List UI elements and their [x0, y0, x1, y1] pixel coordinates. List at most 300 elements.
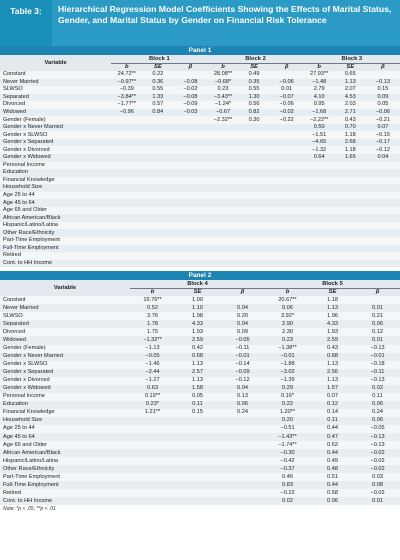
coefficient-cell: [173, 124, 207, 132]
coefficient-cell: −0.22: [270, 116, 304, 124]
coefficient-cell: [335, 252, 366, 260]
coefficient-cell: [175, 465, 220, 473]
coefficient-cell: 4.10: [304, 94, 335, 102]
coefficient-cell: 19.76**: [130, 296, 175, 304]
coefficient-cell: [111, 116, 142, 124]
column-header: β: [173, 63, 207, 71]
panel-1-label: Panel 1: [0, 46, 400, 55]
coefficient-cell: −0.05: [355, 425, 400, 433]
coefficient-cell: [270, 146, 304, 154]
coefficient-cell: [111, 169, 142, 177]
coefficient-cell: [207, 139, 238, 147]
variable-name: Age 65 and Older: [0, 441, 130, 449]
variable-name: Gender x Separated: [0, 369, 130, 377]
coefficient-cell: [111, 162, 142, 170]
table-row: [0, 162, 400, 170]
coefficient-cell: [270, 199, 304, 207]
block-header: Block 3: [304, 55, 400, 63]
coefficient-cell: [207, 124, 238, 132]
block-header: Block 4: [130, 280, 265, 288]
coefficient-cell: [111, 124, 142, 132]
coefficient-cell: 0.08: [355, 481, 400, 489]
variable-name: Personal Income: [0, 393, 130, 401]
coefficient-cell: −2.32**: [207, 116, 238, 124]
coefficient-cell: 0.48: [310, 465, 355, 473]
coefficient-cell: −1.88: [265, 361, 310, 369]
coefficient-cell: −0.12: [220, 377, 265, 385]
coefficient-cell: 0.15: [175, 409, 220, 417]
coefficient-cell: [270, 252, 304, 260]
column-header: b: [265, 288, 310, 296]
coefficient-cell: −2.44: [130, 369, 175, 377]
coefficient-cell: 0.24: [220, 409, 265, 417]
coefficient-cell: −1.32**: [130, 336, 175, 344]
table-row: [0, 320, 400, 328]
coefficient-cell: 0.04: [220, 304, 265, 312]
coefficient-cell: 1.75: [130, 328, 175, 336]
coefficient-cell: [142, 222, 173, 230]
coefficient-cell: 4.33: [310, 320, 355, 328]
coefficient-cell: 1.58: [175, 385, 220, 393]
coefficient-cell: 0.70: [335, 124, 366, 132]
table-row: [0, 304, 400, 312]
coefficient-cell: [355, 296, 400, 304]
coefficient-cell: 0.35: [239, 79, 270, 87]
coefficient-cell: [335, 199, 366, 207]
coefficient-cell: −0.13: [355, 441, 400, 449]
coefficient-cell: [130, 433, 175, 441]
coefficient-cell: 0.13: [220, 393, 265, 401]
coefficient-cell: [270, 124, 304, 132]
coefficient-cell: 0.21: [355, 312, 400, 320]
coefficient-cell: 0.15: [366, 86, 400, 94]
coefficient-cell: 1.78: [130, 320, 175, 328]
coefficient-cell: −0.02: [173, 86, 207, 94]
coefficient-cell: −0.37: [265, 465, 310, 473]
coefficient-cell: [304, 214, 335, 222]
variable-name: Gender x SLWSO: [0, 361, 130, 369]
coefficient-cell: 20.67**: [265, 296, 310, 304]
coefficient-cell: 0.24: [355, 409, 400, 417]
coefficient-cell: [142, 177, 173, 185]
coefficient-cell: 0.19**: [130, 393, 175, 401]
coefficient-cell: 0.49: [310, 457, 355, 465]
variable-name: Full-Time Employment: [0, 481, 130, 489]
coefficient-cell: 1.93: [310, 328, 355, 336]
coefficient-cell: 0.84: [142, 109, 173, 117]
coefficient-cell: 3.92*: [265, 312, 310, 320]
coefficient-cell: 24.72**: [111, 71, 142, 79]
coefficient-cell: [220, 433, 265, 441]
table-row: [0, 328, 400, 336]
table-row: [0, 409, 400, 417]
coefficient-cell: −0.97**: [111, 79, 142, 87]
table-row: [0, 296, 400, 304]
coefficient-cell: [270, 237, 304, 245]
coefficient-cell: −0.13: [366, 79, 400, 87]
coefficient-cell: 0.22: [142, 71, 173, 79]
variable-name: Hispanic/Latino/Latina: [0, 222, 111, 230]
coefficient-cell: −0.02: [355, 465, 400, 473]
coefficient-cell: 0.06: [310, 497, 355, 505]
coefficient-cell: 1.21**: [130, 409, 175, 417]
table-row: [0, 260, 400, 268]
variable-name: Gender x Widowed: [0, 385, 130, 393]
coefficient-cell: [366, 192, 400, 200]
coefficient-cell: [335, 169, 366, 177]
coefficient-cell: [304, 207, 335, 215]
coefficient-cell: [220, 497, 265, 505]
coefficient-cell: 0.55: [142, 86, 173, 94]
variable-name: Widowed: [0, 109, 111, 117]
coefficient-cell: [366, 245, 400, 253]
table-row: [0, 361, 400, 369]
variable-header: Variable: [0, 55, 111, 71]
coefficient-cell: [220, 489, 265, 497]
panel-1-table: [0, 55, 400, 267]
coefficient-cell: [142, 229, 173, 237]
coefficient-cell: [304, 199, 335, 207]
coefficient-cell: [175, 433, 220, 441]
coefficient-cell: [207, 177, 238, 185]
coefficient-cell: −0.17: [366, 139, 400, 147]
table-title-bar: [0, 0, 400, 46]
coefficient-cell: [304, 260, 335, 268]
coefficient-cell: −0.14: [220, 361, 265, 369]
table-row: [0, 245, 400, 253]
table-row: [0, 425, 400, 433]
coefficient-cell: −2.22**: [304, 116, 335, 124]
variable-name: Age 25 to 44: [0, 425, 130, 433]
coefficient-cell: 0.65: [335, 71, 366, 79]
column-header: β: [366, 63, 400, 71]
block-header: Block 5: [265, 280, 400, 288]
table-row: [0, 199, 400, 207]
coefficient-cell: 27.93**: [304, 71, 335, 79]
coefficient-cell: [173, 169, 207, 177]
coefficient-cell: 2.07: [335, 86, 366, 94]
coefficient-cell: [239, 192, 270, 200]
column-header: SE: [175, 288, 220, 296]
coefficient-cell: −1.51: [304, 131, 335, 139]
coefficient-cell: 0.11: [310, 417, 355, 425]
coefficient-cell: −0.51: [265, 425, 310, 433]
coefficient-cell: [142, 162, 173, 170]
coefficient-cell: 0.68: [310, 353, 355, 361]
variable-name: Age 65 and Older: [0, 207, 111, 215]
coefficient-cell: [142, 139, 173, 147]
coefficient-cell: [111, 146, 142, 154]
table-row: [0, 229, 400, 237]
coefficient-cell: 1.00: [175, 296, 220, 304]
coefficient-cell: [270, 229, 304, 237]
coefficient-cell: 1.13: [175, 377, 220, 385]
coefficient-cell: [207, 245, 238, 253]
coefficient-cell: −0.02: [355, 449, 400, 457]
column-header: SE: [310, 288, 355, 296]
variable-name: Gender (Female): [0, 345, 130, 353]
coefficient-cell: 4.33: [175, 320, 220, 328]
coefficient-cell: 0.58: [310, 489, 355, 497]
coefficient-cell: [173, 162, 207, 170]
coefficient-cell: [335, 260, 366, 268]
coefficient-cell: [175, 425, 220, 433]
coefficient-cell: −0.01: [355, 353, 400, 361]
coefficient-cell: [175, 473, 220, 481]
coefficient-cell: 4.53: [335, 94, 366, 102]
coefficient-cell: 2.03: [335, 101, 366, 109]
coefficient-cell: [142, 260, 173, 268]
coefficient-cell: −0.07: [270, 94, 304, 102]
coefficient-cell: [335, 222, 366, 230]
table-row: [0, 481, 400, 489]
coefficient-cell: 0.42: [175, 345, 220, 353]
coefficient-cell: [335, 207, 366, 215]
coefficient-cell: [142, 192, 173, 200]
coefficient-cell: [335, 192, 366, 200]
coefficient-cell: 0.82: [239, 109, 270, 117]
coefficient-cell: [173, 237, 207, 245]
coefficient-cell: 0.04: [366, 154, 400, 162]
coefficient-cell: 0.46: [265, 473, 310, 481]
variable-name: Gender x Divorced: [0, 377, 130, 385]
table-row: [0, 457, 400, 465]
coefficient-cell: [335, 184, 366, 192]
coefficient-cell: 0.11: [355, 393, 400, 401]
coefficient-cell: [130, 417, 175, 425]
coefficient-cell: 0.63: [130, 385, 175, 393]
coefficient-cell: −0.30: [265, 449, 310, 457]
coefficient-cell: [173, 116, 207, 124]
table-title: Hierarchical Regression Model Coefficients Showing the Effects of Marital Status, Gender, and Marital Status by Gender on Financial Risk Tolerance: [52, 0, 400, 46]
variable-name: Part-Time Employment: [0, 473, 130, 481]
coefficient-cell: 0.23: [207, 86, 238, 94]
coefficient-cell: [304, 192, 335, 200]
coefficient-cell: 0.23*: [130, 401, 175, 409]
coefficient-cell: 0.30: [239, 116, 270, 124]
coefficient-cell: 0.36: [142, 79, 173, 87]
column-header: b: [304, 63, 335, 71]
coefficient-cell: 2.71: [335, 109, 366, 117]
table-row: [0, 401, 400, 409]
variable-name: Age 45 to 64: [0, 433, 130, 441]
table-row: [0, 177, 400, 185]
coefficient-cell: [111, 252, 142, 260]
coefficient-cell: 0.44: [310, 449, 355, 457]
table-row: [0, 222, 400, 230]
coefficient-cell: [270, 207, 304, 215]
coefficient-cell: [175, 457, 220, 465]
table-row: [0, 433, 400, 441]
coefficient-cell: 0.50: [304, 124, 335, 132]
coefficient-cell: −3.84**: [111, 94, 142, 102]
variable-name: Divorced: [0, 101, 111, 109]
table-row: [0, 214, 400, 222]
coefficient-cell: [220, 441, 265, 449]
coefficient-cell: [239, 207, 270, 215]
coefficient-cell: 0.43: [335, 116, 366, 124]
variable-name: Cont. to HH Income: [0, 497, 130, 505]
coefficient-cell: [366, 222, 400, 230]
variable-name: Never Married: [0, 79, 111, 87]
coefficient-cell: 2.68: [335, 139, 366, 147]
coefficient-cell: [239, 146, 270, 154]
coefficient-cell: −0.21: [366, 116, 400, 124]
variable-name: Gender (Female): [0, 116, 111, 124]
coefficient-cell: −3.02: [265, 369, 310, 377]
coefficient-cell: [304, 222, 335, 230]
coefficient-cell: [366, 207, 400, 215]
coefficient-cell: −1.32: [304, 146, 335, 154]
coefficient-cell: 0.06: [220, 401, 265, 409]
coefficient-cell: [335, 237, 366, 245]
coefficient-cell: [111, 177, 142, 185]
coefficient-cell: −1.13: [130, 345, 175, 353]
coefficient-cell: [270, 71, 304, 79]
coefficient-cell: −1.38**: [265, 345, 310, 353]
coefficient-cell: [239, 237, 270, 245]
coefficient-cell: −1.77**: [111, 101, 142, 109]
coefficient-cell: 0.56: [239, 101, 270, 109]
table-row: [0, 94, 400, 102]
table-row: [0, 71, 400, 79]
coefficient-cell: [142, 146, 173, 154]
coefficient-cell: 0.11: [175, 401, 220, 409]
coefficient-cell: −0.06: [270, 101, 304, 109]
coefficient-cell: [366, 71, 400, 79]
coefficient-cell: −0.06: [366, 109, 400, 117]
coefficient-cell: [175, 497, 220, 505]
coefficient-cell: [142, 207, 173, 215]
coefficient-cell: [239, 131, 270, 139]
coefficient-cell: [111, 260, 142, 268]
coefficient-cell: [173, 71, 207, 79]
coefficient-cell: [220, 481, 265, 489]
coefficient-cell: −0.08: [173, 94, 207, 102]
coefficient-cell: 0.44: [310, 481, 355, 489]
coefficient-cell: −0.11: [355, 369, 400, 377]
variable-name: Personal Income: [0, 162, 111, 170]
coefficient-cell: [175, 417, 220, 425]
variable-name: Household Size: [0, 417, 130, 425]
coefficient-cell: [207, 192, 238, 200]
coefficient-cell: 1.93: [175, 328, 220, 336]
coefficient-cell: [220, 457, 265, 465]
coefficient-cell: 0.51: [310, 473, 355, 481]
coefficient-cell: [239, 162, 270, 170]
coefficient-cell: −0.13: [355, 345, 400, 353]
coefficient-cell: [207, 199, 238, 207]
coefficient-cell: −0.68*: [207, 79, 238, 87]
coefficient-cell: [239, 252, 270, 260]
coefficient-cell: 0.06: [265, 304, 310, 312]
variable-name: Retired: [0, 489, 130, 497]
coefficient-cell: [111, 131, 142, 139]
coefficient-cell: [173, 146, 207, 154]
table-row: [0, 146, 400, 154]
coefficient-cell: [220, 449, 265, 457]
coefficient-cell: [130, 473, 175, 481]
coefficient-cell: 2.56: [310, 369, 355, 377]
table-row: [0, 473, 400, 481]
table-row: [0, 139, 400, 147]
table-row: [0, 489, 400, 497]
coefficient-cell: [142, 154, 173, 162]
coefficient-cell: 1.33: [142, 94, 173, 102]
variable-name: Cont. to HH Income: [0, 260, 111, 268]
coefficient-cell: [111, 192, 142, 200]
coefficient-cell: 2.59: [310, 336, 355, 344]
coefficient-cell: [335, 229, 366, 237]
table-row: [0, 377, 400, 385]
table-row: [0, 79, 400, 87]
table-row: [0, 345, 400, 353]
coefficient-cell: [366, 252, 400, 260]
coefficient-cell: 0.12: [355, 328, 400, 336]
coefficient-cell: [207, 229, 238, 237]
coefficient-cell: 0.68: [175, 353, 220, 361]
table-row: [0, 353, 400, 361]
coefficient-cell: [270, 177, 304, 185]
coefficient-cell: [366, 199, 400, 207]
table-row: [0, 385, 400, 393]
coefficient-cell: [173, 214, 207, 222]
coefficient-cell: [270, 162, 304, 170]
coefficient-cell: [173, 177, 207, 185]
coefficient-cell: [366, 214, 400, 222]
coefficient-cell: [142, 131, 173, 139]
coefficient-cell: 1.13: [310, 304, 355, 312]
coefficient-cell: 0.52: [130, 304, 175, 312]
variable-name: Gender x Separated: [0, 139, 111, 147]
coefficient-cell: 0.64: [304, 154, 335, 162]
coefficient-cell: −0.67: [207, 109, 238, 117]
coefficient-cell: −0.12: [366, 146, 400, 154]
coefficient-cell: 0.12: [310, 401, 355, 409]
table-row: [0, 252, 400, 260]
coefficient-cell: −1.68: [304, 109, 335, 117]
block-header: Block 2: [207, 55, 303, 63]
coefficient-cell: [173, 245, 207, 253]
coefficient-cell: 0.05: [175, 393, 220, 401]
table-row: [0, 465, 400, 473]
table-row: [0, 109, 400, 117]
coefficient-cell: −0.15: [366, 131, 400, 139]
variable-name: Divorced: [0, 328, 130, 336]
table-row: [0, 192, 400, 200]
coefficient-cell: [304, 162, 335, 170]
column-header: SE: [142, 63, 173, 71]
coefficient-cell: [207, 207, 238, 215]
column-header: β: [355, 288, 400, 296]
panel-2-table: [0, 280, 400, 505]
variable-name: Gender x Never Married: [0, 353, 130, 361]
coefficient-cell: 0.06: [355, 320, 400, 328]
coefficient-cell: 0.49: [239, 71, 270, 79]
variable-name: SLWSO: [0, 86, 111, 94]
coefficient-cell: [111, 139, 142, 147]
coefficient-cell: −1.27: [130, 377, 175, 385]
coefficient-cell: 1.18: [335, 146, 366, 154]
coefficient-cell: −0.09: [220, 369, 265, 377]
variable-name: Gender x Widowed: [0, 154, 111, 162]
coefficient-cell: [207, 184, 238, 192]
table-row: [0, 124, 400, 132]
variable-name: African American/Black: [0, 449, 130, 457]
coefficient-cell: [142, 237, 173, 245]
coefficient-cell: [173, 139, 207, 147]
coefficient-cell: −0.06: [270, 79, 304, 87]
